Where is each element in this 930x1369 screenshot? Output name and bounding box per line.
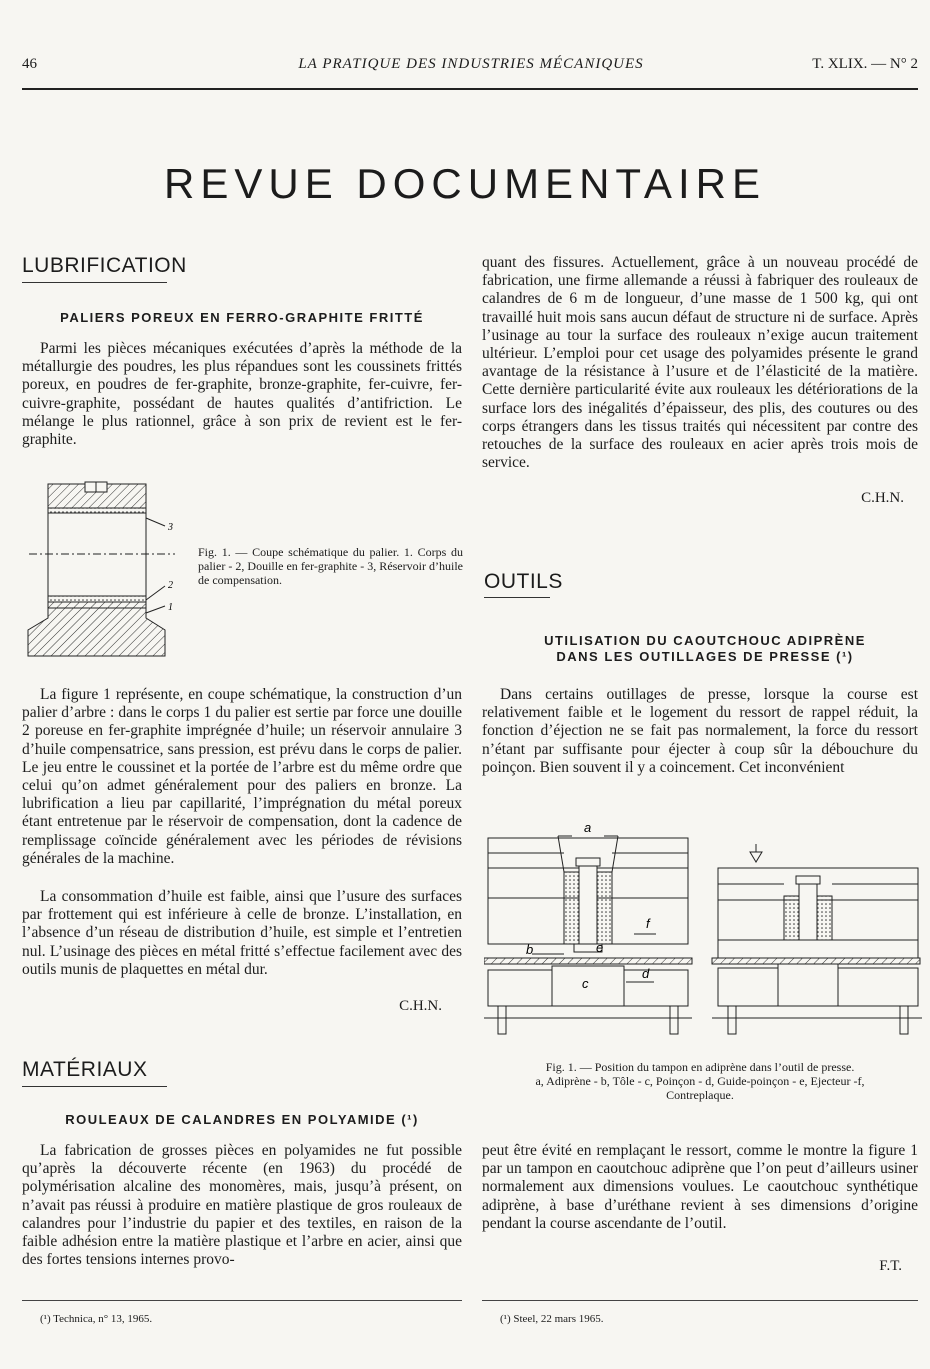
label-e: e [596, 940, 604, 955]
running-header [22, 56, 920, 80]
paragraph: La consommation d’huile est faible, ainsi que l’usure des surfaces par frottement qui est inférieure à celle de bronze. L’installation, en l’absence d’un réseau de distribution d’huile, est simple et l’entretien nul. L’usinage des pièces en métal fritté s’effectue facilement avec des outils munis de plaquettes en métal dur. [22, 888, 462, 978]
paragraph: La figure 1 représente, en coupe schématique, la construction d’un palier d’arbre : dans le corps 1 du palier est sertie par force une douille 2 poreuse en fer-graphite imprégnée d’huile; un réservoir annulaire 3 d’huile compensatrice, sans pression, est prévu dans le corps de palier. Le jeu entre le coussinet et la portée de l’arbre est du même ordre que celui qu’on admet généralement pour des paliers en bronze. La lubrification a lieu par capillarité, l’imprégnation du métal poreux étant entretenue par le réservoir de compensation, dont la cadence de remplissage coïncide généralement avec les périodes de révisions générales de la machine. [22, 686, 462, 867]
label-d: d [642, 966, 650, 981]
paragraph: quant des fissures. Actuellement, grâce à un nouveau procédé de fabrication, une firme allemande a réussi à fabriquer des rouleaux de calandres de 6 m de longueur, d’une masse de 1 500 kg, qui ont travaillé huit mois sans aucun défaut de structure ni de surface. Après l’usinage au tour la surface des rouleaux n’exige aucun traitement ultérieur. L’emploi pour cet usage des polyamides présente le grand avantage de la résistance à l’usure et de l’élasticité de la matière. Cette dernière particularité évite aux rouleaux les détériorations de la surface lors des inégalités d’épaisseur, des plis, des coutures ou des corps étrangers dans les tissus traités qui nécessitent par contre des retouches de la surface des rouleaux en acier après trois mois de service. [482, 254, 918, 472]
label-2: 2 [168, 580, 173, 591]
article-heading [482, 633, 928, 665]
bearing-body [28, 608, 165, 656]
label-a: a [584, 820, 592, 835]
page-number: 46 [22, 56, 37, 72]
section-rule [22, 1086, 167, 1087]
press-direction-arrow [750, 852, 762, 862]
paragraph: Parmi les pièces mécaniques exécutées d’après la méthode de la métallurgie des poudres, les plus répandues sont les coussinets frittés poreux, en poudres de fer-graphite, bronze-graphite, fer-cuivre, fer-cuivre-graphite, possédant de hautes qualités d’antifriction. Le mélange le plus rationnel, grâce à son prix de revient est le fer-graphite. [22, 340, 462, 449]
label-1: 1 [168, 602, 173, 613]
footnote: (¹) Steel, 22 mars 1965. [500, 1313, 604, 1325]
caption-line: a, Adiprène - b, Tôle - c, Poinçon - d, Guide-poinçon - e, Ejecteur -f, [535, 1074, 865, 1088]
label-3: 3 [168, 522, 173, 533]
punch-bolt [579, 858, 597, 944]
section-materiaux: MATÉRIAUX [22, 1058, 148, 1081]
caption-line: Fig. 1. — Position du tampon en adiprène dans l’outil de presse. [545, 1060, 855, 1074]
paragraph: peut être évité en remplaçant le ressort, comme le montre la figure 1 par un tampon en caoutchouc adiprène que l’on peut d’ailleurs usiner normalement aux dimensions voulues. Le caoutchouc synthétique adiprène, à base d’uréthane revient à ses dimensions d’origine pendant la course ascendante de l’outil. [482, 1142, 918, 1232]
sheet [484, 958, 692, 964]
section-rule [484, 597, 550, 598]
paragraph: Dans certains outillages de presse, lorsque la course est relativement faible et le logement du ressort de rappel réduit, la fonction d’éjection ne se fait pas normalement, la force du ressort n’étant par suffisante pour éjecter à coup sûr la débouchure du poinçon. Bien souvent il y a coincement. Cet inconvénient [482, 686, 918, 776]
heading-line: UTILISATION DU CAOUTCHOUC ADIPRÈNE [544, 633, 866, 648]
footnote-rule [22, 1300, 462, 1301]
section-lubrification: LUBRIFICATION [22, 254, 187, 277]
section-rule [22, 282, 167, 283]
footnote: (¹) Technica, n° 13, 1965. [40, 1313, 153, 1325]
article-heading: PALIERS POREUX EN FERRO-GRAPHITE FRITTÉ [60, 310, 424, 325]
signature: C.H.N. [399, 998, 442, 1014]
label-f: f [646, 916, 650, 931]
heading-line: DANS LES OUTILLAGES DE PRESSE (¹) [556, 649, 854, 664]
press-tool-figure [484, 818, 922, 1048]
page-title: REVUE DOCUMENTAIRE [164, 160, 766, 207]
volume-number: T. XLIX. — N° 2 [812, 56, 918, 72]
paragraph: La fabrication de grosses pièces en polyamides ne fut possible qu’après la découverte récente (en 1963) du procédé de polymérisation alcaline des monomères, mais, jusqu’à présent, on n’avait pas réussi à produire en matière plastique de gros rouleaux de calandres pour l’industrie du papier et des textiles, en raison de la faible adhésion entre la matière plastique et l’arbre en acier, ainsi que des fortes tensions internes provo- [22, 1142, 462, 1269]
journal-title: LA PRATIQUE DES INDUSTRIES MÉCANIQUES [298, 56, 644, 72]
section-outils: OUTILS [484, 570, 563, 593]
caption-line: Contreplaque. [666, 1088, 734, 1102]
label-b: b [526, 942, 534, 957]
label-c: c [582, 976, 589, 991]
bearing-figure [25, 478, 180, 660]
header-rule [22, 88, 918, 90]
article-heading: ROULEAUX DE CALANDRES EN POLYAMIDE (¹) [65, 1112, 419, 1127]
signature: C.H.N. [861, 490, 904, 506]
footnote-rule [482, 1300, 918, 1301]
figure-caption: Fig. 1. — Coupe schématique du palier. 1. Corps du palier - 2, Douille en fer-graphite - 3, Réservoir d’huile de compensation. [198, 545, 463, 587]
figure-caption [482, 1060, 918, 1102]
signature: F.T. [879, 1258, 902, 1274]
